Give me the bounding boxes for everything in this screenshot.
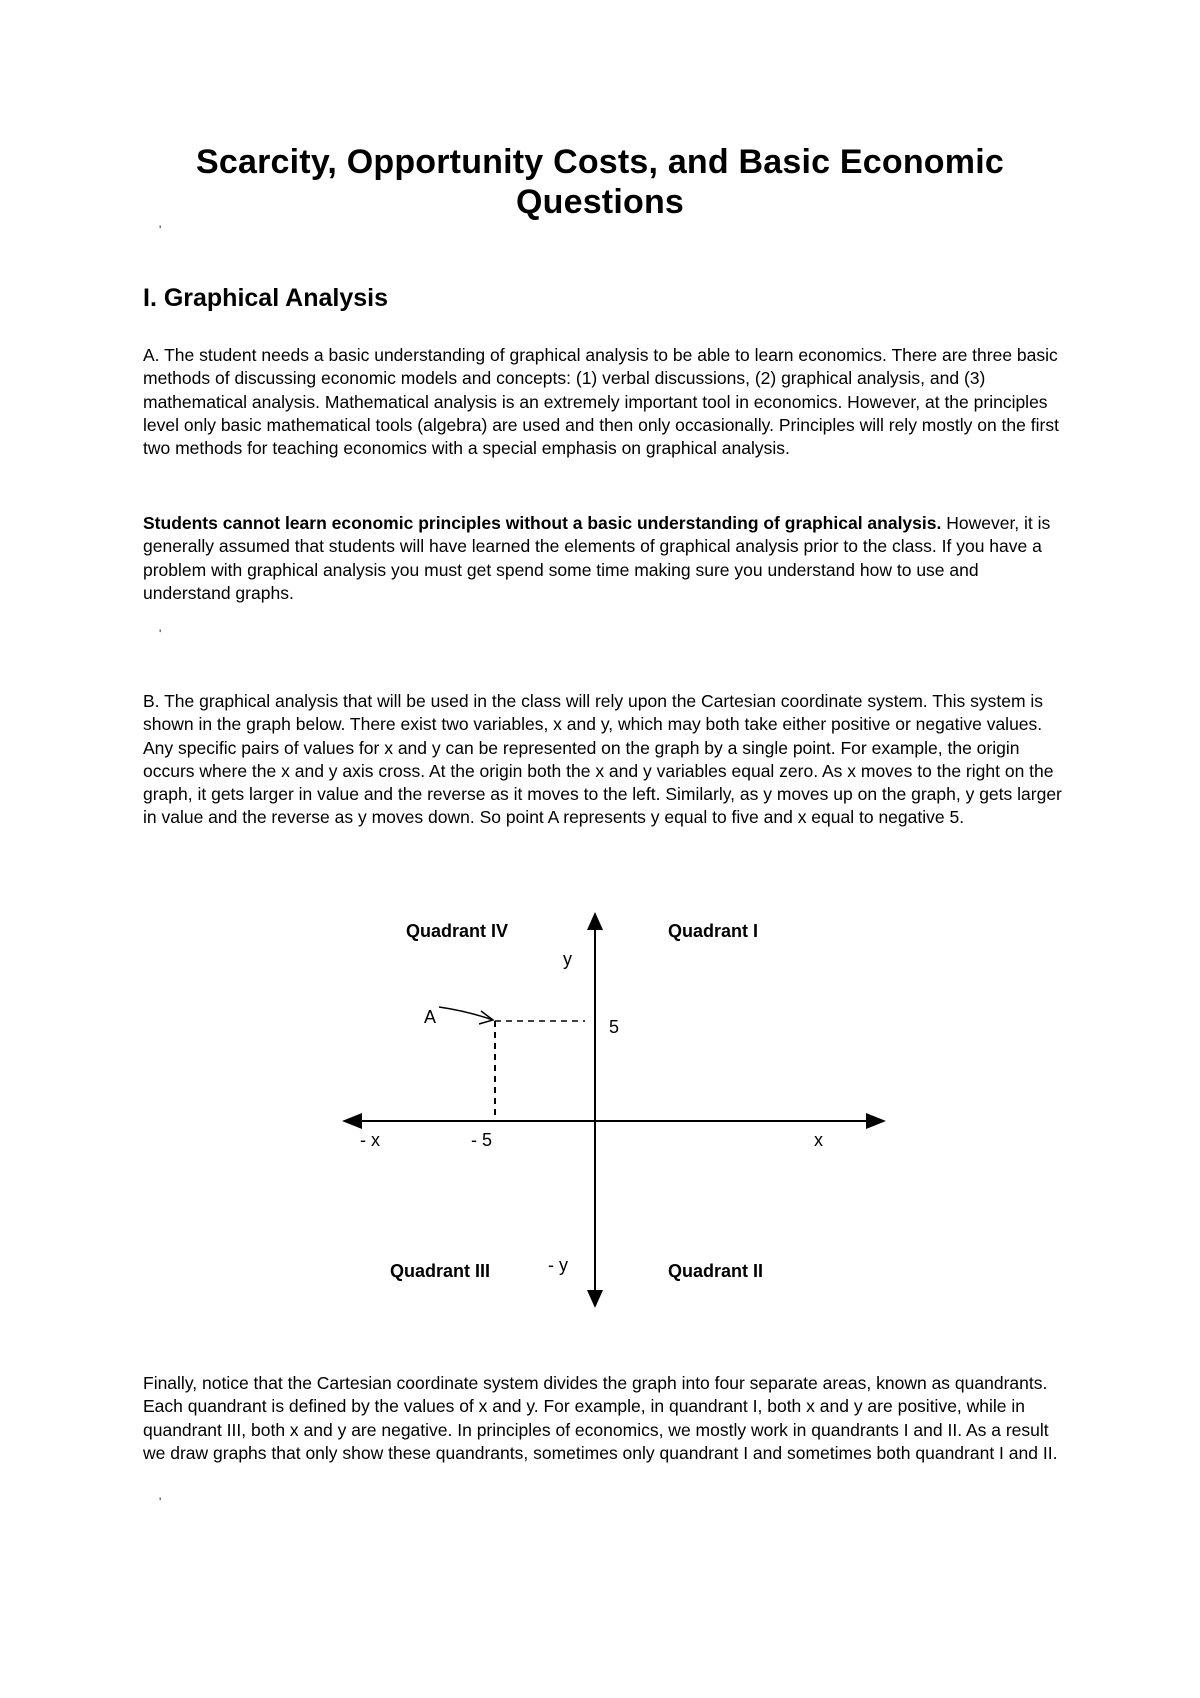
y-axis-label: y — [563, 949, 572, 969]
neg-x-axis-label: - x — [360, 1130, 380, 1150]
paragraph-final: Finally, notice that the Cartesian coordinate system divides the graph into four separate areas, known as quandrants. Each quandrant is defined by the values of x and y. For example, in quandrant I, both x and y are positive, while in quandrant III, both x and y are negative. In principles of economics, we mostly work in quandrants I and II. As a result we draw graphs that only show these quandrants, sometimes only quandrant I and sometimes both quandrant I and II. — [143, 1373, 1058, 1463]
tick-mark: ' — [159, 627, 162, 641]
paragraph-students-rest: However, it is generally assumed that students will have learned the elements of graphical analysis prior to the class. If you have a problem with graphical analysis you must get spend some time making sure you understand how to use and understand graphs. — [143, 513, 1051, 603]
cartesian-diagram — [330, 890, 910, 1330]
y-tick-label: 5 — [609, 1017, 620, 1037]
paragraph-a: A. The student needs a basic understanding of graphical analysis to be able to learn economics. There are three basic methods of discussing economic models and concepts: (1) verbal discussions, (2) graphical analysis, and (3) mathematical analysis. Mathematical analysis is an extremely important tool in economics. However, at the principles level only basic mathematical tools (algebra) are used and then only occasionally. Principles will rely mostly on the first two methods for teaching economics with a special emphasis on graphical analysis. — [143, 345, 1059, 459]
section-heading: I. Graphical Analysis — [143, 284, 389, 312]
quadrant-iii-label: Quadrant III — [390, 1261, 491, 1281]
page-title: Scarcity, Opportunity Costs, and Basic Economic Questions — [196, 143, 1004, 221]
neg-y-axis-label: - y — [548, 1255, 568, 1275]
x-tick-label: - 5 — [471, 1130, 493, 1150]
cartesian-diagram-svg — [330, 890, 910, 1330]
tick-mark: ' — [159, 223, 162, 237]
x-axis-label: x — [814, 1130, 823, 1150]
quadrant-i-label: Quadrant I — [668, 921, 759, 941]
paragraph-students — [143, 512, 1068, 605]
quadrant-iv-label: Quadrant IV — [406, 921, 509, 941]
y-axis-up-arrow — [587, 912, 603, 930]
y-axis-down-arrow — [587, 1290, 603, 1308]
paragraph-students-bold: Students cannot learn economic principles without a basic understanding of graphical analysis. — [143, 513, 942, 533]
x-axis-right-arrow — [866, 1113, 886, 1129]
tick-mark: ' — [159, 1495, 162, 1509]
quadrant-ii-label: Quadrant II — [668, 1261, 764, 1281]
point-a-label: A — [424, 1007, 437, 1027]
paragraph-b: B. The graphical analysis that will be used in the class will rely upon the Cartesian coordinate system. This system is shown in the graph below. There exist two variables, x and y, which may both take either positive or negative values. Any specific pairs of values for x and y can be represented on the graph by a single point. For example, the origin occurs where the x and y axis cross. At the origin both the x and y variables equal zero. As x moves to the right on the graph, it gets larger in value and the reverse as it moves to the left. Similarly, as y moves up on the graph, y gets larger in value and the reverse as y moves down. So point A represents y equal to five and x equal to negative 5. — [143, 691, 1062, 828]
x-axis-left-arrow — [342, 1113, 362, 1129]
